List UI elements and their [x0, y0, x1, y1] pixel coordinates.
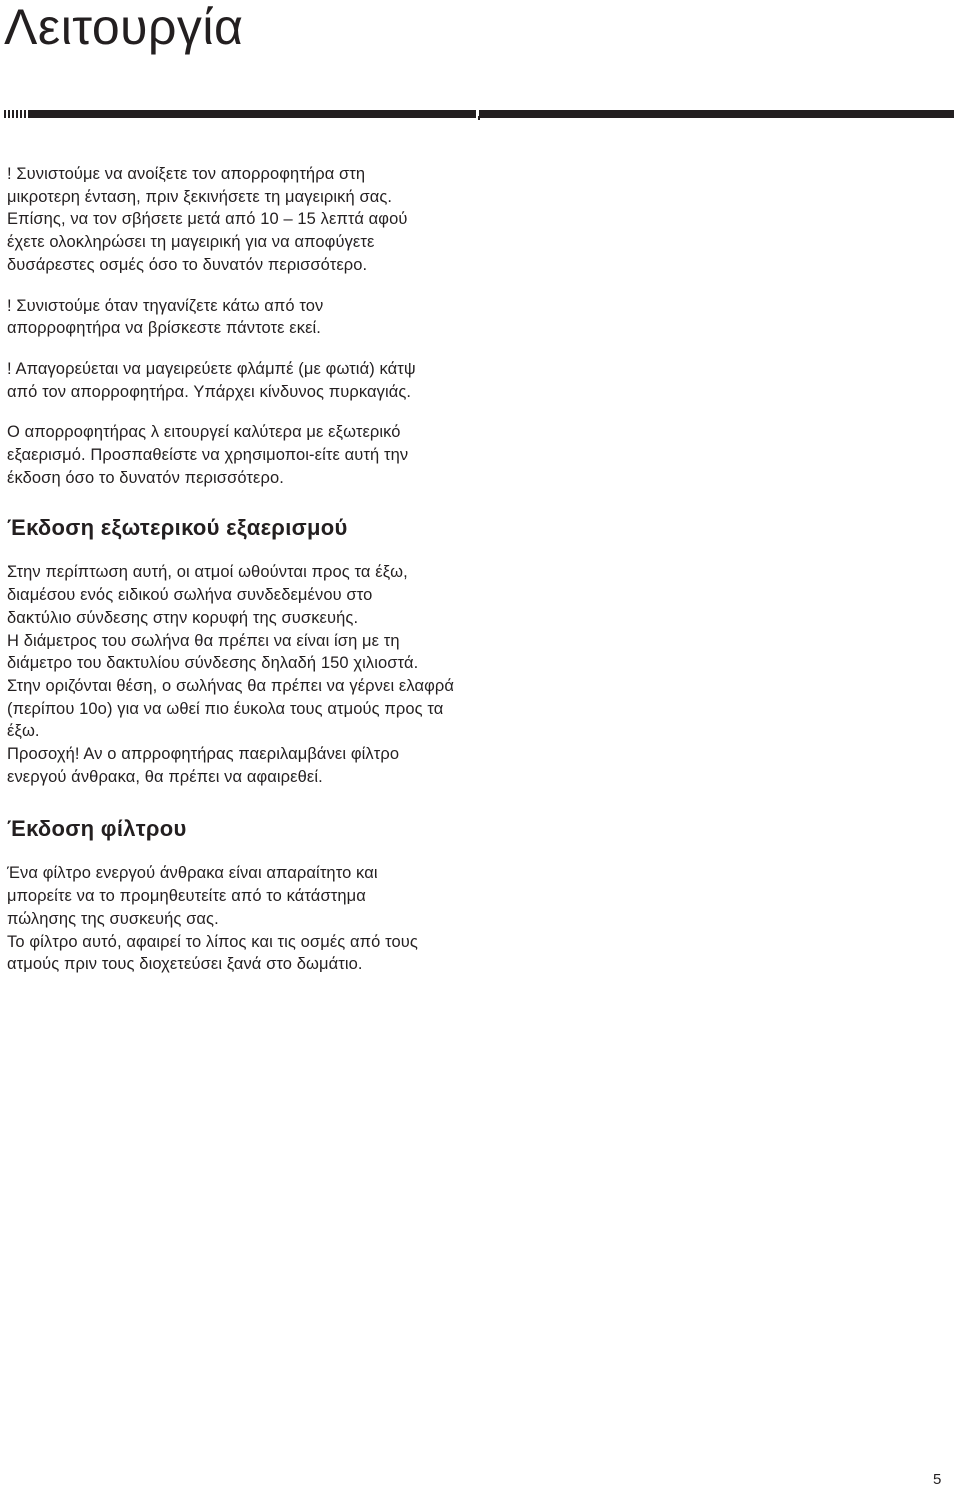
external-paragraph-1: Στην περίπτωση αυτή, οι ατμοί ωθούνται προς τα έξω, διαμέσου ενός ειδικού σωλήνα συνδεδεμένου στο δακτύλιο σύνδεσης στην κορυφή της συσκευής. [7, 563, 408, 627]
page-title: Λειτουργία [4, 0, 244, 55]
header-divider-pattern [4, 110, 28, 118]
warning-paragraph-3: ! Απαγορεύεται να μαγειρεύετε φλάμπέ (με φωτιά) κάτψ από τον απορροφητήρα. Υπάρχει κίνδυνος πυρκαγιάς. [7, 359, 416, 401]
external-paragraph-2: Η διάμετρος του σωλήνα θα πρέπει να είναι ίση με τη διάμετρο του δακτυλίου σύνδεσης δηλαδή 150 χιλιοστά. [7, 631, 419, 673]
filter-paragraph-2: Το φίλτρο αυτό, αφαιρεί το λίπος και τις οσμές από τους ατμούς πριν τους διοχετεύσει ξανά στο δωμάτιο. [7, 932, 418, 974]
warning-paragraph-1: ! Συνιστούμε να ανοίξετε τον απορροφητήρα στη μικροτερη ένταση, πριν ξεκινήσετε τη μαγειρική σας. Επίσης, να τον σβήσετε μετά από 10 – 15 λεπτά αφού έχετε ολοκληρώσει τη μαγειρική για να αποφύγετε δυσάρεστες οσμές όσο το δυνατόν περισσότερο. [7, 165, 408, 274]
warning-paragraph-2: ! Συνιστούμε όταν τηγανίζετε κάτω από τον απορροφητήρα να βρίσκεστε πάντοτε εκεί. [7, 296, 324, 338]
external-paragraph-3: Στην οριζόνται θέση, ο σωλήνας θα πρέπει να γέρνει ελαφρά (περίπου 10ο) για να ωθεί πιο έυκολα τους ατμούς προς τα έξω. [7, 676, 455, 741]
filter-version-heading: Έκδοση φίλτρου [7, 816, 187, 842]
header-divider-tick [478, 116, 480, 120]
main-content [7, 163, 477, 976]
filter-paragraph-1: Ένα φίλτρο ενεργού άνθρακα είναι απαραίτητο και μπορείτε να το προμηθευτείτε από το κάτάστημα πώλησης της συσκευής σας. [7, 864, 378, 928]
page-number: 5 [933, 1471, 942, 1488]
external-paragraph-4: Προσοχή! Αν ο απρροφητήρας παεριλαμβάνει φίλτρο ενεργού άνθρακα, θα πρέπει να αφαιρεθεί. [7, 745, 400, 786]
info-paragraph: Ο απορροφητήρας λ ειτουργεί καλύτερα με εξωτερικό εξαερισμό. Προσπαθείστε να χρησιμοποι-είτε αυτή την έκδοση όσο το δυνατόν περισσότερο. [7, 423, 409, 487]
external-venting-heading: Έκδοση εξωτερικού εξαερισμού [7, 515, 348, 541]
